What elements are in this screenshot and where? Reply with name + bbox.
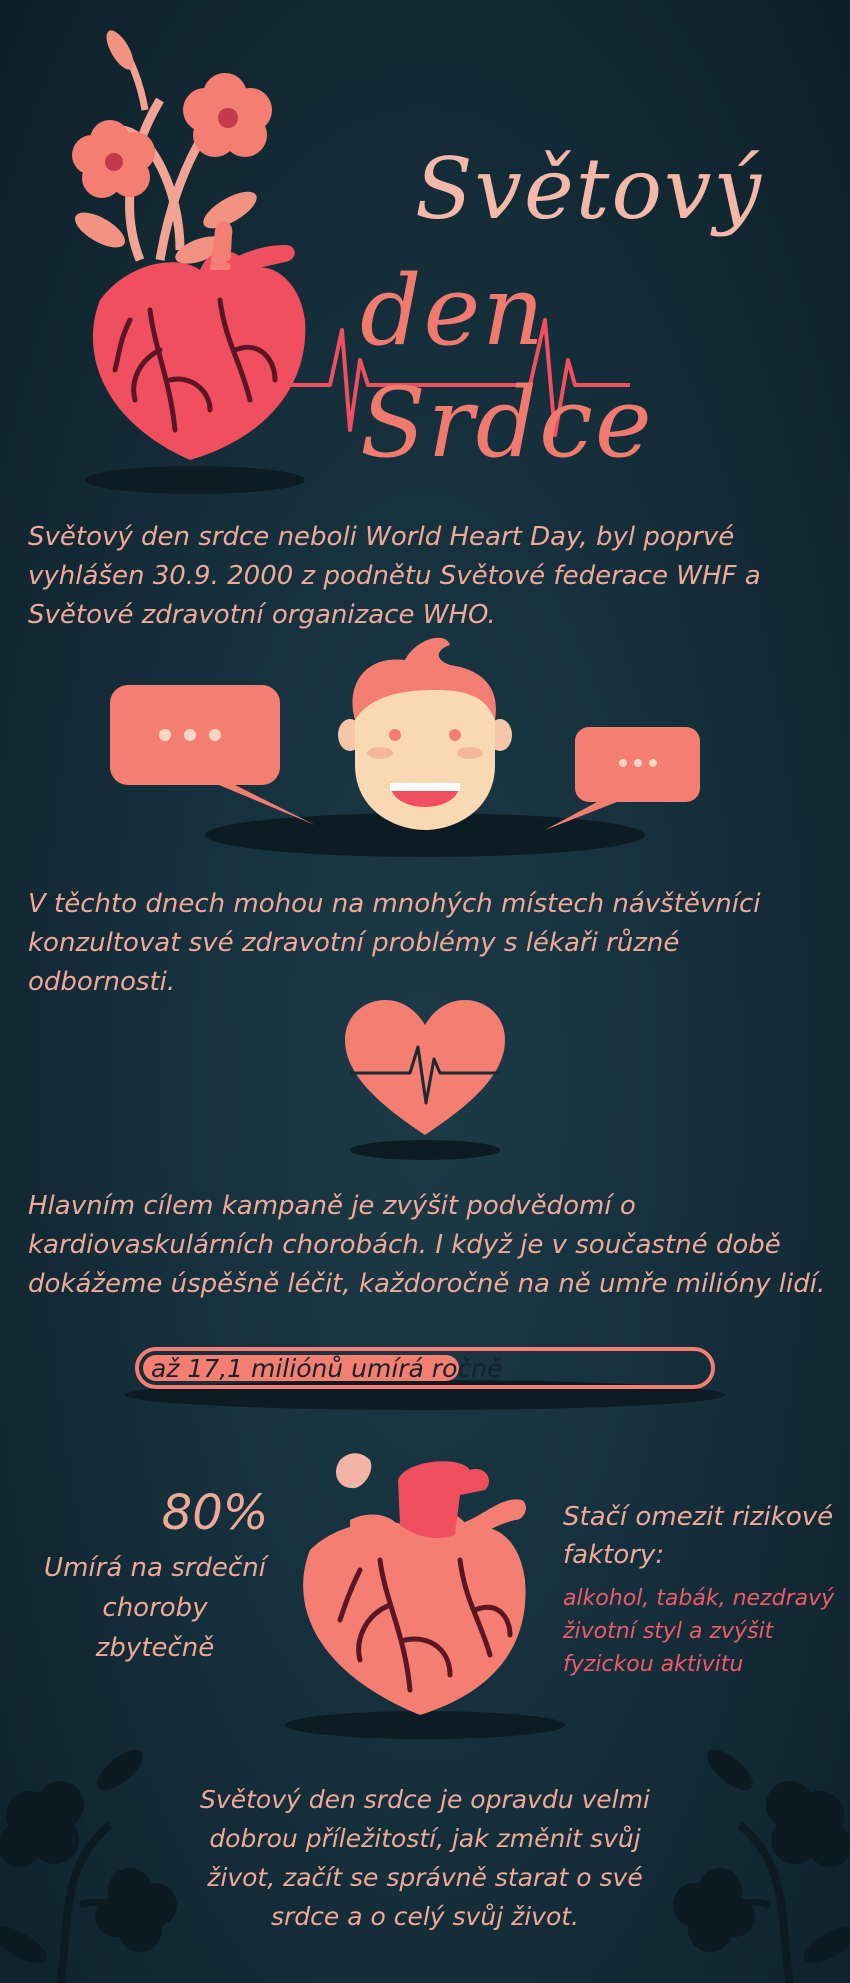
progress-label: až 17,1 miliónů umírá ročně bbox=[151, 1354, 503, 1383]
stat-label: Umírá na srdeční choroby zbytečně bbox=[44, 1553, 266, 1663]
stat-percent: 80% bbox=[161, 1485, 269, 1541]
heart-pulse-icon bbox=[340, 995, 515, 1160]
title-line-2: den Srdce bbox=[360, 255, 654, 479]
risk-title: Stačí omezit rizikové faktory: bbox=[563, 1502, 834, 1570]
risk-factors: alkohol, tabák, nezdravý životní styl a zvýšit fyzickou aktivitu bbox=[563, 1586, 835, 1677]
goal-paragraph: Hlavním cílem kampaně je zvýšit podvědomí o kardiovaskulárních chorobách. I když je v součastné době dokážeme úspěšně léčit, každoročně na ně umře milióny lidí. bbox=[28, 1191, 826, 1299]
flower-silhouette-right-icon bbox=[670, 1745, 850, 1983]
title-line-1: Světový bbox=[415, 140, 763, 238]
closing-paragraph: Světový den srdce je opravdu velmi dobrou příležitostí, jak změnit svůj život, začít se správně starat o své srdce a o celý svůj život. bbox=[200, 1785, 650, 1931]
intro-paragraph: Světový den srdce neboli World Heart Day, byl poprvé vyhlášen 30.9. 2000 z podnětu Světové federace WHF a Světové zdravotní organizace WHO. bbox=[28, 522, 761, 630]
flower-silhouette-left-icon bbox=[0, 1745, 180, 1983]
speech-bubble-icon bbox=[545, 727, 700, 830]
smiling-face-icon bbox=[338, 638, 512, 830]
anatomical-heart-icon bbox=[280, 1440, 580, 1740]
doctor-consultation-illustration bbox=[105, 635, 705, 865]
death-progress-bar bbox=[135, 1347, 715, 1389]
consult-paragraph: V těchto dnech mohou na mnohých místech návštěvníci konzultovat své zdravotní problémy s lékaři různé odbornosti. bbox=[28, 889, 761, 997]
speech-bubble-icon bbox=[110, 685, 315, 825]
